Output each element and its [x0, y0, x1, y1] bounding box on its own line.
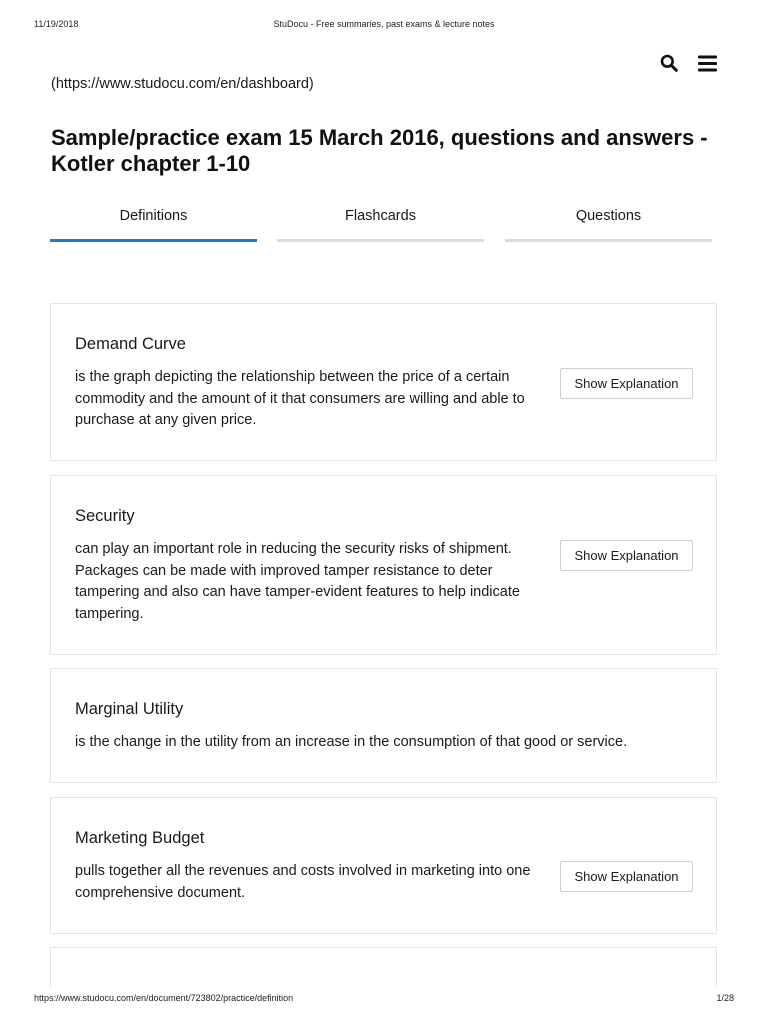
print-page-number: 1/28: [716, 993, 734, 1003]
card-term: Security: [75, 507, 135, 525]
card-definition: is the graph depicting the relationship between the price of a certain commodity and the amount of it that consumers are willing and able to purchase at any given price.: [75, 369, 525, 428]
search-icon[interactable]: [659, 53, 679, 73]
hamburger-menu-icon[interactable]: [697, 53, 717, 73]
card-definition: pulls together all the revenues and costs involved in marketing into one comprehensive document.: [75, 863, 531, 901]
definition-card-marketing-budget: [50, 797, 717, 934]
show-explanation-button[interactable]: Show Explanation: [560, 540, 693, 571]
card-term: Marketing Budget: [75, 829, 205, 847]
card-term: Demand Curve: [75, 335, 186, 353]
definition-card-marginal-utility: [50, 668, 717, 783]
print-title: StuDocu - Free summaries, past exams & lecture notes: [273, 19, 495, 29]
card-definition: is the change in the utility from an increase in the consumption of that good or service.: [75, 734, 628, 750]
print-header: [34, 19, 734, 31]
tab-flashcards-label: Flashcards: [345, 208, 416, 224]
card-term: Marginal Utility: [75, 700, 184, 718]
dashboard-link[interactable]: (https://www.studocu.com/en/dashboard): [51, 76, 314, 92]
tab-definitions[interactable]: [50, 205, 257, 243]
tab-definitions-label: Definitions: [119, 208, 188, 224]
tab-questions-label: Questions: [575, 208, 642, 224]
tab-indicator: [505, 239, 712, 242]
tab-flashcards[interactable]: [277, 205, 484, 243]
tab-questions[interactable]: [505, 205, 712, 243]
definition-card-partial: [50, 947, 717, 987]
tab-indicator: [50, 239, 257, 242]
document-title: Sample/practice exam 15 March 2016, questions and answers - Kotler chapter 1-10: [51, 125, 708, 176]
show-explanation-button[interactable]: Show Explanation: [560, 368, 693, 399]
definition-card-demand-curve: [50, 303, 717, 461]
tab-bar: [50, 205, 712, 243]
print-date: 11/19/2018: [34, 19, 79, 29]
tab-indicator: [277, 239, 484, 242]
definition-card-security: [50, 475, 717, 655]
print-url: https://www.studocu.com/en/document/723802/practice/definition: [34, 993, 294, 1003]
show-explanation-button[interactable]: Show Explanation: [560, 861, 693, 892]
top-icons: [659, 53, 717, 73]
card-definition: can play an important role in reducing the security risks of shipment. Packages can be made with improved tamper resistance to deter tampering and also can have tamper-evident features to help indicate tampering.: [75, 541, 520, 622]
